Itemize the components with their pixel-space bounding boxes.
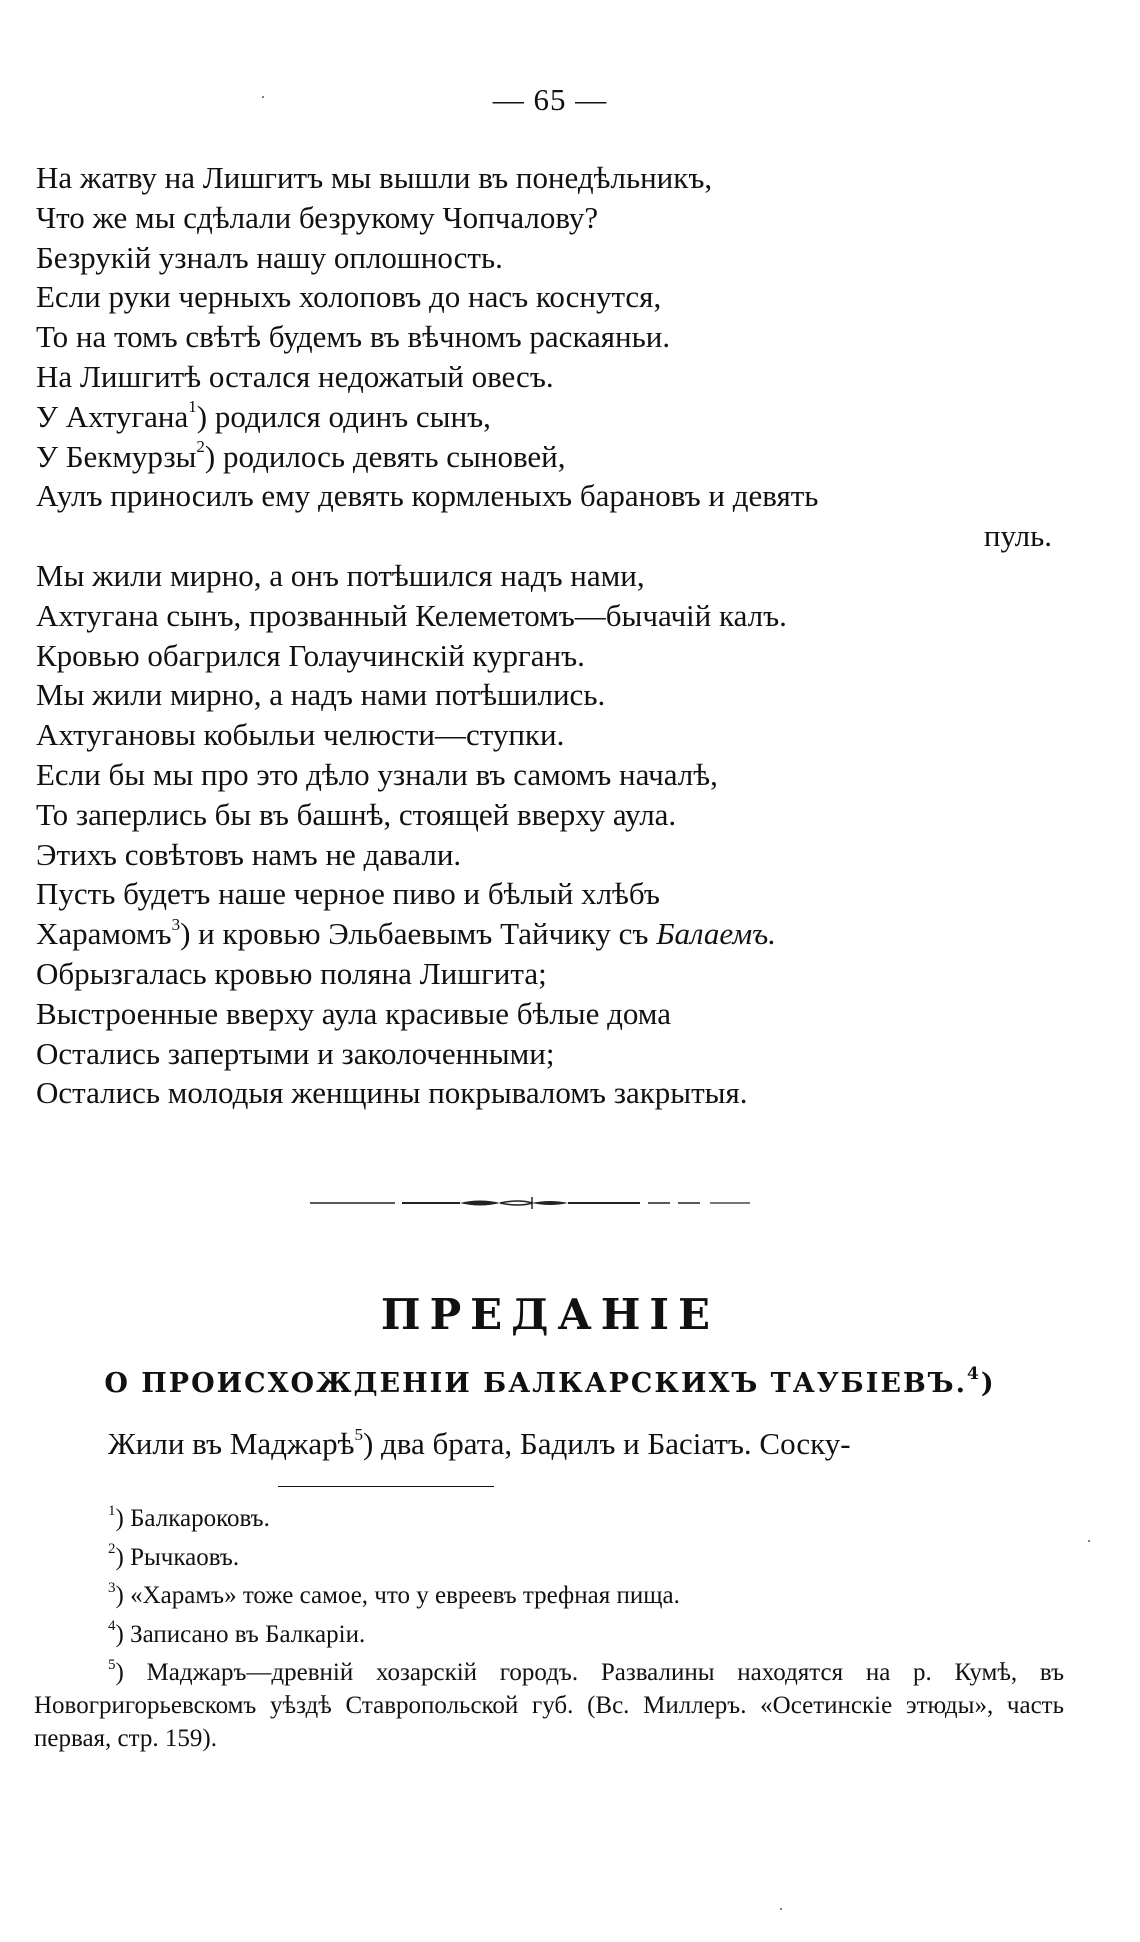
poem-line: Ахтугановы кобыльи челюсти—ступки. bbox=[36, 717, 565, 753]
poem-line: На жатву на Лишгитъ мы вышли въ понедѣльникъ, bbox=[36, 160, 713, 195]
footnote-mark: 4 bbox=[108, 1618, 116, 1635]
poem-line: Остались молодыя женщины покрываломъ закрытыя. bbox=[36, 1075, 748, 1111]
poem-line: Аулъ приносилъ ему девять кормленыхъ барановъ и девять bbox=[36, 478, 819, 514]
poem-line bbox=[36, 914, 1056, 954]
body-text-start: Жили въ Маджарѣ bbox=[108, 1426, 355, 1461]
footnote-1 bbox=[34, 1500, 1064, 1539]
footnote-ref-4: 4 bbox=[967, 1364, 981, 1384]
poem-line bbox=[36, 437, 1056, 477]
footnote-text: ) «Харамъ» тоже самое, что у евреевъ трефная пища. bbox=[115, 1582, 680, 1609]
poem-line: Обрызгалась кровью поляна Лишгита; bbox=[36, 955, 547, 991]
poem-line: Если бы мы про это дѣло узнали въ самомъ началѣ, bbox=[36, 756, 718, 792]
poem-line-text: ) родилось девять сыновей, bbox=[204, 438, 566, 474]
poem-line-italic: Балаемъ. bbox=[656, 916, 776, 952]
section-title: ПРЕДАНІЕ bbox=[380, 1290, 720, 1339]
section-subtitle-text: О ПРОИСХОЖДЕНІИ БАЛКАРСКИХЪ ТАУБІЕВЪ. bbox=[104, 1368, 967, 1399]
footnote-separator bbox=[278, 1486, 494, 1487]
paper-speck bbox=[262, 96, 264, 98]
poem-line: Безрукій узналъ нашу оплошность. bbox=[36, 239, 503, 275]
poem-line: Этихъ совѣтовъ намъ не давали. bbox=[36, 836, 462, 872]
section-subtitle-tail: ) bbox=[980, 1368, 996, 1399]
footnote-text: ) Маджаръ—древній хозарскій городъ. Развалины находятся на р. Кумѣ, въ Новогригорьевскомъ уѣздѣ Ставропольской губ. (Вс. Миллеръ. «Осетинскіе этюды», часть первая, стр. 159). bbox=[34, 1659, 1064, 1752]
footnote-text: ) Рычкаовъ. bbox=[115, 1543, 240, 1571]
poem-line: Пусть будетъ наше черное пиво и бѣлый хлѣбъ bbox=[36, 876, 660, 912]
poem-line: Если руки черныхъ холоповъ до насъ коснутся, bbox=[36, 279, 662, 315]
footnote-text: ) Балкароковъ. bbox=[115, 1505, 270, 1532]
footnote-ref: 1 bbox=[188, 397, 197, 417]
footnote-5 bbox=[34, 1656, 1064, 1755]
footnote-mark: 2 bbox=[108, 1541, 116, 1558]
section-subtitle bbox=[0, 1364, 1100, 1399]
poem-line-text: У Ахтугана bbox=[36, 398, 189, 434]
poem-line: То на томъ свѣтѣ будемъ въ вѣчномъ раскаяньи. bbox=[36, 319, 671, 355]
poem-line: Что же мы сдѣлали безрукому Чопчалову? bbox=[36, 199, 599, 235]
poem-line: То заперлись бы въ башнѣ, стоящей вверху аула. bbox=[36, 796, 677, 832]
poem-line-text: У Бекмурзы bbox=[36, 438, 197, 474]
body-paragraph bbox=[108, 1424, 1068, 1464]
poem-line: пуль. bbox=[983, 518, 1052, 554]
footnote-ref: 3 bbox=[171, 914, 181, 934]
poem-line: Выстроенные вверху аула красивые бѣлые дома bbox=[36, 995, 671, 1031]
paper-speck bbox=[1088, 1540, 1090, 1542]
poem bbox=[36, 158, 1056, 1113]
poem-line: Мы жили мирно, а надъ нами потѣшились. bbox=[36, 677, 606, 713]
footnote-ref: 2 bbox=[196, 437, 205, 457]
footnote-mark: 3 bbox=[108, 1579, 116, 1596]
page-number: — 65 — bbox=[492, 82, 608, 117]
poem-line: Кровью обагрился Голаучинскій курганъ. bbox=[36, 637, 585, 673]
poem-line: Ахтугана сынъ, прозванный Келеметомъ—бычачій калъ. bbox=[36, 597, 787, 633]
poem-line: Остались запертыми и заколоченными; bbox=[36, 1035, 555, 1071]
poem-line: Мы жили мирно, а онъ потѣшился надъ нами, bbox=[36, 557, 645, 593]
poem-line-text: ) и кровью Эльбаевымъ Тайчику съ bbox=[180, 916, 657, 952]
footnote-4 bbox=[34, 1616, 1064, 1655]
paper-speck bbox=[780, 1908, 782, 1910]
footnote-2 bbox=[34, 1539, 1064, 1578]
footnotes bbox=[34, 1500, 1064, 1755]
poem-line-text: Харамомъ bbox=[36, 916, 172, 952]
ornamental-divider bbox=[310, 1196, 750, 1210]
poem-line-text: ) родился одинъ сынъ, bbox=[196, 398, 491, 434]
footnote-text: ) Записано въ Балкаріи. bbox=[115, 1620, 366, 1648]
footnote-ref-5: 5 bbox=[354, 1424, 363, 1444]
body-text-rest: ) два брата, Бадилъ и Басіатъ. Соску- bbox=[362, 1426, 851, 1461]
footnote-3 bbox=[34, 1577, 1064, 1616]
poem-line bbox=[36, 397, 1056, 437]
poem-line: На Лишгитѣ остался недожатый овесъ. bbox=[36, 358, 554, 394]
footnote-mark: 1 bbox=[108, 1502, 116, 1519]
footnote-mark: 5 bbox=[108, 1656, 116, 1673]
